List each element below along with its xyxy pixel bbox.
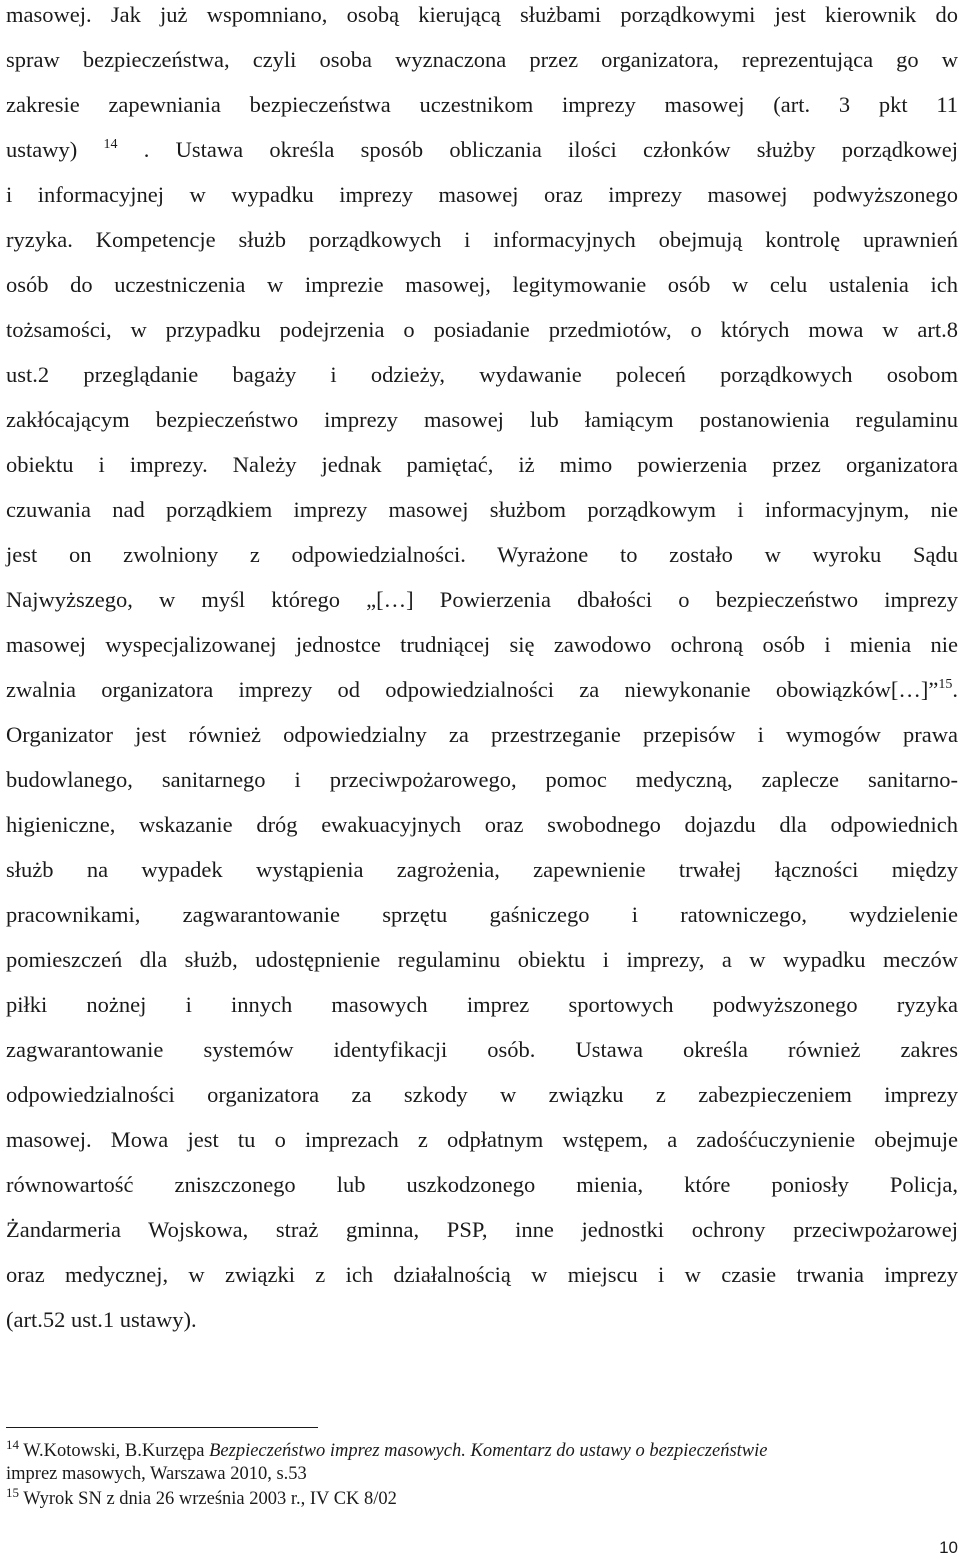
body-line: obiektu i imprezy. Należy jednak pamiętać, iż mimo powierzenia przez organizatora bbox=[6, 452, 958, 477]
body-line: zakłócającym bezpieczeństwo imprezy masowej lub łamiącym postanowienia regulaminu bbox=[6, 407, 958, 432]
body-line: pomieszczeń dla służb, udostępnienie regulaminu obiektu i imprezy, a w wypadku meczów bbox=[6, 947, 958, 972]
line-text: . Ustawa określa sposób obliczania ilości członków służby porządkowej bbox=[117, 137, 958, 162]
body-line: tożsamości, w przypadku podejrzenia o posiadanie przedmiotów, o których mowa w art.8 bbox=[6, 317, 958, 342]
body-line: masowej wyspecjalizowanej jednostce trudniącej się zawodowo ochroną osób i mienia nie bbox=[6, 632, 958, 657]
footnote-14 bbox=[6, 1437, 956, 1462]
main-body-text bbox=[6, 2, 958, 1352]
body-line bbox=[6, 677, 958, 722]
footnote-15 bbox=[6, 1485, 956, 1510]
body-line: zagwarantowanie systemów identyfikacji osób. Ustawa określa również zakres bbox=[6, 1037, 958, 1062]
body-line: ust.2 przeglądanie bagaży i odzieży, wydawanie poleceń porządkowych osobom bbox=[6, 362, 958, 387]
body-line: czuwania nad porządkiem imprezy masowej służbom porządkowym i informacyjnym, nie bbox=[6, 497, 958, 522]
body-line: służb na wypadek wystąpienia zagrożenia, zapewnienie trwałej łączności między bbox=[6, 857, 958, 882]
line-text: ustawy) bbox=[6, 137, 104, 162]
body-line: budowlanego, sanitarnego i przeciwpożarowego, pomoc medyczną, zaplecze sanitarno- bbox=[6, 767, 958, 792]
line-text: zwalnia organizatora imprezy od odpowiedzialności za niewykonanie obowiązków[…]” bbox=[6, 677, 939, 702]
footnote-separator bbox=[6, 1427, 318, 1428]
footnote-14-title: Bezpieczeństwo imprez masowych. Komentarz do ustawy o bezpieczeństwie bbox=[209, 1441, 768, 1461]
body-line bbox=[6, 137, 958, 182]
body-line: pracownikami, zagwarantowanie sprzętu gaśniczego i ratowniczego, wydzielenie bbox=[6, 902, 958, 927]
body-line: zakresie zapewniania bezpieczeństwa uczestnikom imprezy masowej (art. 3 pkt 11 bbox=[6, 92, 958, 117]
footnote-14-authors: W.Kotowski, B.Kurzępa bbox=[19, 1441, 210, 1461]
body-line: Żandarmeria Wojskowa, straż gminna, PSP, inne jednostki ochrony przeciwpożarowej bbox=[6, 1217, 958, 1242]
body-line: spraw bezpieczeństwa, czyli osoba wyznaczona przez organizatora, reprezentująca go w bbox=[6, 47, 958, 72]
body-line: masowej. Jak już wspomniano, osobą kierującą służbami porządkowymi jest kierownik do bbox=[6, 2, 958, 27]
body-line: Organizator jest również odpowiedzialny za przestrzeganie przepisów i wymogów prawa bbox=[6, 722, 958, 747]
body-line: ryzyka. Kompetencje służb porządkowych i informacyjnych obejmują kontrolę uprawnień bbox=[6, 227, 958, 252]
body-line: jest on zwolniony z odpowiedzialności. Wyrażone to zostało w wyroku Sądu bbox=[6, 542, 958, 567]
body-line: masowej. Mowa jest tu o imprezach z odpłatnym wstępem, a zadośćuczynienie obejmuje bbox=[6, 1127, 958, 1152]
body-line: odpowiedzialności organizatora za szkody w związku z zabezpieczeniem imprezy bbox=[6, 1082, 958, 1107]
body-line: (art.52 ust.1 ustawy). bbox=[6, 1307, 197, 1332]
body-line: oraz medycznej, w związki z ich działalnością w miejscu i w czasie trwania imprezy bbox=[6, 1262, 958, 1287]
footnote-ref: 14 bbox=[103, 137, 118, 152]
footnote-15-text: Wyrok SN z dnia 26 września 2003 r., IV CK 8/02 bbox=[19, 1489, 397, 1509]
body-line: i informacyjnej w wypadku imprezy masowej oraz imprezy masowej podwyższonego bbox=[6, 182, 958, 207]
line-text: . bbox=[952, 677, 958, 702]
body-line: higieniczne, wskazanie dróg ewakuacyjnych oraz swobodnego dojazdu dla odpowiednich bbox=[6, 812, 958, 837]
body-line: osób do uczestniczenia w imprezie masowej, legitymowanie osób w celu ustalenia ich bbox=[6, 272, 958, 297]
body-line: Najwyższego, w myśl którego „[…] Powierzenia dbałości o bezpieczeństwo imprezy bbox=[6, 587, 958, 612]
footnote-ref: 15 bbox=[938, 677, 953, 692]
footnote-14-marker: 14 bbox=[6, 1437, 19, 1452]
page-number: 10 bbox=[939, 1538, 958, 1557]
body-line: piłki nożnej i innych masowych imprez sportowych podwyższonego ryzyka bbox=[6, 992, 958, 1017]
body-line: równowartość zniszczonego lub uszkodzonego mienia, które poniosły Policja, bbox=[6, 1172, 958, 1197]
footnote-15-marker: 15 bbox=[6, 1485, 19, 1500]
footnote-14-continuation: imprez masowych, Warszawa 2010, s.53 bbox=[6, 1464, 307, 1484]
